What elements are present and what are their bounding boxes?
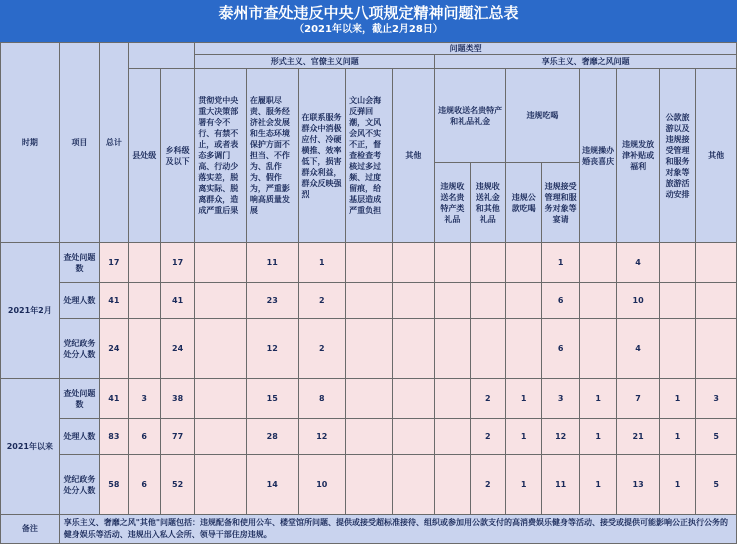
- table-cell: 15: [246, 379, 298, 419]
- table-cell: [506, 243, 542, 283]
- table-row: [1, 379, 737, 419]
- table-cell: 83: [100, 419, 128, 455]
- table-cell: [346, 243, 393, 283]
- table-cell: [195, 243, 247, 283]
- table-cell: [128, 283, 160, 319]
- table-cell: [392, 379, 435, 419]
- table-cell: 4: [617, 319, 660, 379]
- header-blank: [128, 43, 195, 69]
- table-cell: [470, 319, 505, 379]
- table-cell: 4: [617, 243, 660, 283]
- header-sub-dining-2: 违规接受管理和服务对象等宴请: [542, 163, 579, 243]
- table-cell: 17: [100, 243, 128, 283]
- row-item-label: 党纪政务处分人数: [59, 455, 99, 515]
- table-cell: [346, 419, 393, 455]
- table-cell: 24: [160, 319, 194, 379]
- table-cell: [435, 243, 470, 283]
- table-cell: 24: [100, 319, 128, 379]
- table-cell: [579, 319, 616, 379]
- table-cell: [195, 419, 247, 455]
- header-category: 问题类型: [195, 43, 737, 55]
- header-period: 时期: [1, 43, 60, 243]
- table-cell: 1: [579, 419, 616, 455]
- row-item-label: 处理人数: [59, 419, 99, 455]
- page-subtitle: （2021年以来，截止2月28日）: [294, 24, 443, 35]
- table-cell: 14: [246, 455, 298, 515]
- table-row: [1, 319, 737, 379]
- table-cell: 1: [506, 379, 542, 419]
- table-cell: [435, 319, 470, 379]
- period-label: 2021年以来: [1, 379, 60, 515]
- header-sub-travel: 公款旅游以及违规接受管理和服务对象等旅游活动安排: [659, 69, 695, 243]
- table-cell: [506, 319, 542, 379]
- note-text: 享乐主义、奢靡之风"其他"问题包括：违规配备和使用公车、楼堂馆所问题、提供或接受超标准接待、组织或参加用公款支付的高消费娱乐健身等活动、接受或提供可能影响公正执行公务的健身娱乐等活动、违规出入私人会所、领导干部住房违规。: [59, 515, 736, 544]
- table-cell: 12: [542, 419, 579, 455]
- header-sub-gifts-2: 违规收送礼金和其他礼品: [470, 163, 505, 243]
- header-group-formalism: 形式主义、官僚主义问题: [195, 55, 435, 69]
- table-cell: 7: [617, 379, 660, 419]
- table-cell: [435, 455, 470, 515]
- table-cell: 2: [298, 319, 346, 379]
- table-cell: [506, 283, 542, 319]
- table-cell: 11: [246, 243, 298, 283]
- table-cell: 12: [298, 419, 346, 455]
- table-cell: 1: [579, 379, 616, 419]
- title-bar: [0, 0, 737, 42]
- header-group-hedonism: 享乐主义、奢靡之风问题: [435, 55, 737, 69]
- table-cell: [392, 283, 435, 319]
- table-cell: [659, 283, 695, 319]
- table-cell: [696, 243, 737, 283]
- table-cell: 11: [542, 455, 579, 515]
- table-cell: 1: [659, 419, 695, 455]
- note-label: 备注: [1, 515, 60, 544]
- row-item-label: 查处问题数: [59, 379, 99, 419]
- table-row: [1, 419, 737, 455]
- table-cell: [346, 319, 393, 379]
- table-cell: 52: [160, 455, 194, 515]
- table-cell: [392, 243, 435, 283]
- period-label: 2021年2月: [1, 243, 60, 379]
- table-cell: [470, 283, 505, 319]
- header-county: 县处级: [128, 69, 160, 243]
- table-cell: [346, 379, 393, 419]
- page-title: 泰州市查处违反中央八项规定精神问题汇总表: [218, 4, 519, 22]
- header-sub-gifts-1: 违规收送名贵特产类礼品: [435, 163, 470, 243]
- table-cell: [392, 319, 435, 379]
- table-body: [1, 243, 737, 515]
- table-cell: [195, 455, 247, 515]
- table-cell: [195, 379, 247, 419]
- header-col-b: 在履职尽责、服务经济社会发展和生态环境保护方面不担当、不作为、乱作为、假作为，严重影响高质量发展: [246, 69, 298, 243]
- table-cell: [346, 455, 393, 515]
- table-row: [1, 243, 737, 283]
- table-cell: 41: [160, 283, 194, 319]
- table-cell: 6: [542, 283, 579, 319]
- header-sub-dining: 违规吃喝: [506, 69, 580, 163]
- table-cell: 2: [470, 379, 505, 419]
- table-cell: 13: [617, 455, 660, 515]
- table-cell: 1: [579, 455, 616, 515]
- table-cell: [346, 283, 393, 319]
- row-item-label: 党纪政务处分人数: [59, 319, 99, 379]
- row-item-label: 处理人数: [59, 283, 99, 319]
- table-cell: 41: [100, 379, 128, 419]
- table-cell: [659, 243, 695, 283]
- table-cell: 1: [542, 243, 579, 283]
- summary-table: [0, 42, 737, 544]
- table-cell: 17: [160, 243, 194, 283]
- table-cell: [392, 455, 435, 515]
- header-township: 乡科级及以下: [160, 69, 194, 243]
- table-cell: 77: [160, 419, 194, 455]
- table-cell: [579, 283, 616, 319]
- table-cell: 5: [696, 455, 737, 515]
- table-cell: 1: [506, 419, 542, 455]
- table-cell: 1: [506, 455, 542, 515]
- table-cell: 1: [659, 379, 695, 419]
- table-cell: [435, 419, 470, 455]
- header-sub-dining-1: 违规公款吃喝: [506, 163, 542, 243]
- table-cell: 2: [470, 455, 505, 515]
- table-cell: 6: [128, 419, 160, 455]
- table-cell: [579, 243, 616, 283]
- table-cell: 41: [100, 283, 128, 319]
- table-cell: [195, 319, 247, 379]
- table-cell: [470, 243, 505, 283]
- table-cell: [195, 283, 247, 319]
- table-cell: 3: [128, 379, 160, 419]
- table-cell: 21: [617, 419, 660, 455]
- table-row: [1, 455, 737, 515]
- table-cell: 6: [542, 319, 579, 379]
- header-total: 总计: [100, 43, 128, 243]
- table-cell: 2: [298, 283, 346, 319]
- table-cell: 2: [470, 419, 505, 455]
- table-cell: [659, 319, 695, 379]
- header-col-a: 贯彻党中央重大决策部署有令不行、有禁不止，或者表态多调门高、行动少落实差，脱离实际、脱离群众，造成严重后果: [195, 69, 247, 243]
- header-sub-gifts: 违规收送名贵特产和礼品礼金: [435, 69, 506, 163]
- header-sub-other: 其他: [696, 69, 737, 243]
- table-cell: 12: [246, 319, 298, 379]
- table-cell: 10: [617, 283, 660, 319]
- header-item: 项目: [59, 43, 99, 243]
- table-cell: [392, 419, 435, 455]
- table-cell: 23: [246, 283, 298, 319]
- table-cell: 58: [100, 455, 128, 515]
- table-cell: [435, 379, 470, 419]
- table-cell: 6: [128, 455, 160, 515]
- header-col-c: 在联系服务群众中消极应付、冷硬横推、效率低下，损害群众利益，群众反映强烈: [298, 69, 346, 243]
- header-sub-wedding: 违规操办婚丧喜庆: [579, 69, 616, 243]
- table-cell: 5: [696, 419, 737, 455]
- table-cell: 8: [298, 379, 346, 419]
- header-col-e: 其他: [392, 69, 435, 243]
- table-cell: 1: [298, 243, 346, 283]
- table-cell: [696, 283, 737, 319]
- header-sub-subsidy: 违规发放津补贴或福利: [617, 69, 660, 243]
- table-cell: 3: [542, 379, 579, 419]
- table-cell: [696, 319, 737, 379]
- table-cell: 38: [160, 379, 194, 419]
- table-cell: 1: [659, 455, 695, 515]
- table-cell: [128, 243, 160, 283]
- row-item-label: 查处问题数: [59, 243, 99, 283]
- table-cell: 10: [298, 455, 346, 515]
- table-cell: 28: [246, 419, 298, 455]
- table-cell: 3: [696, 379, 737, 419]
- table-cell: [128, 319, 160, 379]
- header-col-d: 文山会海反弹回潮，文风会风不实不正，督查检查考核过多过频、过度留痕，给基层造成严重负担: [346, 69, 393, 243]
- table-cell: [435, 283, 470, 319]
- table-row: [1, 283, 737, 319]
